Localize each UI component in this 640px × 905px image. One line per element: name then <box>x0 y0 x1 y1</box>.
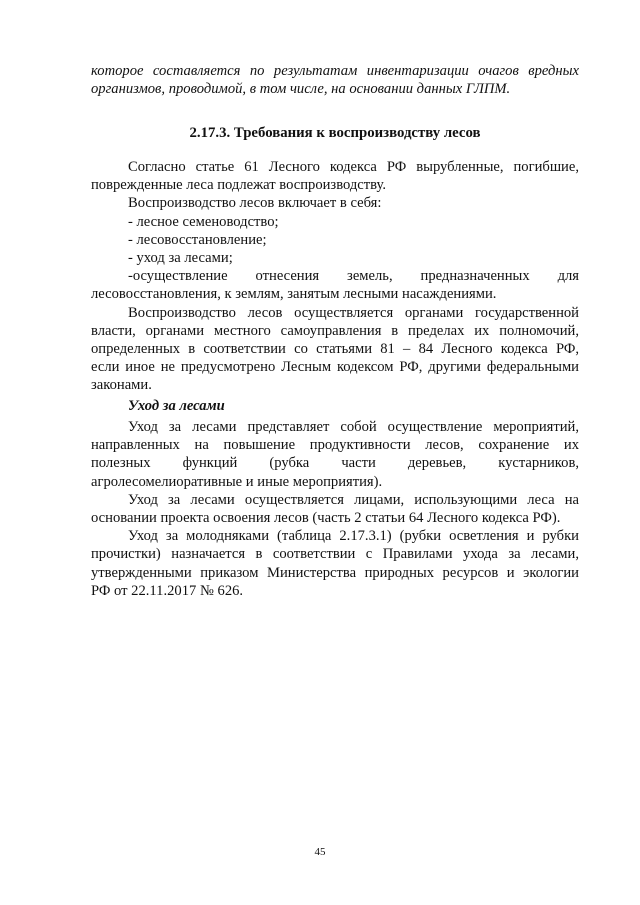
paragraph-line: Воспроизводство лесов осуществляется органами государственной <box>128 304 579 321</box>
paragraph-line: поврежденные леса подлежат воспроизводству. <box>91 177 387 194</box>
paragraph-line: власти, органами местного самоуправления в пределах их полномочий, <box>91 322 579 339</box>
section-heading: 2.17.3. Требования к воспроизводству лесов <box>189 125 481 141</box>
list-item-continuation: лесовосстановления, к землям, занятым лесными насаждениями. <box>91 286 497 303</box>
paragraph-line: основании проекта освоения лесов (часть 2 статьи 64 Лесного кодекса РФ). <box>91 510 561 527</box>
list-item: - лесовосстановление; <box>128 231 267 248</box>
list-item: -осуществление отнесения земель, предназначенных для <box>128 268 579 285</box>
paragraph-line: Уход за лесами представляет собой осуществление мероприятий, <box>128 419 579 435</box>
list-item: - уход за лесами; <box>128 250 233 267</box>
paragraph-line: агролесомелиоративные и иные мероприятия). <box>91 473 383 490</box>
paragraph-line: направленных на повышение продуктивности лесов, сохранение их <box>91 437 579 454</box>
paragraph-line: РФ от 22.11.2017 № 626. <box>91 582 244 599</box>
paragraph-line: Уход за молодняками (таблица 2.17.3.1) (рубки осветления и рубки <box>128 528 579 545</box>
paragraph-line: Согласно статье 61 Лесного кодекса РФ вырубленные, погибшие, <box>128 159 579 175</box>
paragraph-line: полезных функций (рубка части деревьев, кустарников, <box>91 455 579 472</box>
care-body <box>91 418 579 600</box>
intro-paragraph <box>91 62 579 98</box>
paragraph-line: законами. <box>91 377 152 394</box>
paragraph-line: утвержденными приказом Министерства природных ресурсов и экологии <box>91 564 579 581</box>
paragraph: Воспроизводство лесов включает в себя: <box>128 195 382 212</box>
paragraph-line: прочистки) назначается в соответствии с Правилами ухода за лесами, <box>91 546 579 563</box>
care-heading: Уход за лесами <box>128 398 225 414</box>
paragraph-line: Уход за лесами осуществляется лицами, использующими леса на <box>128 491 579 508</box>
paragraph-line: если иное не предусмотрено Лесным кодексом РФ, другими федеральными <box>91 359 579 376</box>
section-body <box>91 158 579 395</box>
intro-line: которое составляется по результатам инвентаризации очагов вредных <box>91 63 579 79</box>
list-item: - лесное семеноводство; <box>128 213 279 230</box>
page-number: 45 <box>314 846 326 858</box>
paragraph-line: определенных в соответствии со статьями 81 – 84 Лесного кодекса РФ, <box>91 341 579 358</box>
intro-line: организмов, проводимой, в том числе, на основании данных ГЛПМ. <box>91 81 511 98</box>
